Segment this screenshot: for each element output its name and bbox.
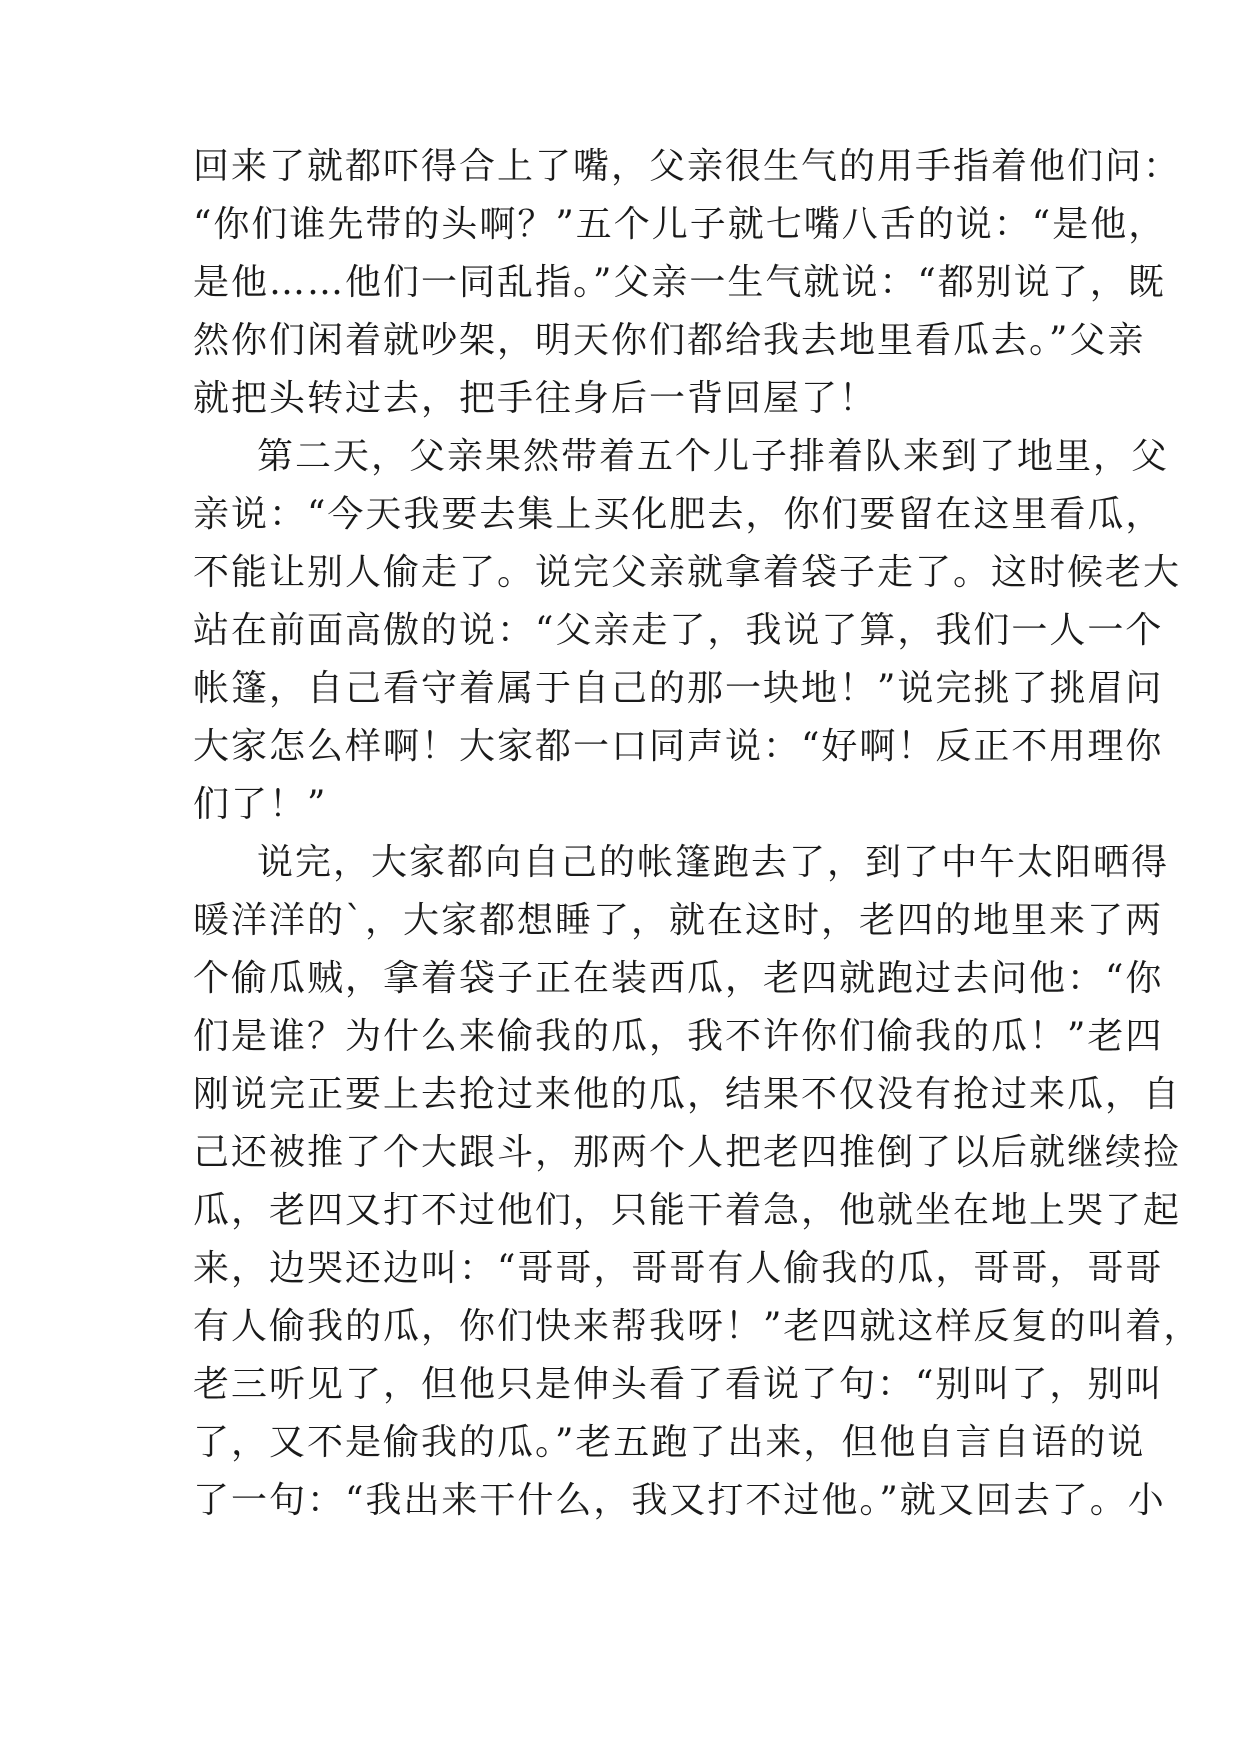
text-line: 是他……他们一同乱指。”父亲一生气就说：“都别说了，既 (193, 262, 1166, 303)
text-line: 站在前面高傲的说：“父亲走了，我说了算，我们一人一个 (193, 610, 1164, 651)
text-line: 亲说：“今天我要去集上买化肥去，你们要留在这里看瓜， (193, 494, 1164, 535)
text-line: 了一句：“我出来干什么，我又打不过他。”就又回去了。小 (193, 1480, 1166, 1521)
paragraph-3 (193, 834, 1202, 1530)
text-line: 然你们闲着就吵架，明天你们都给我去地里看瓜去。”父亲 (193, 320, 1146, 361)
text-line: 老三听见了，但他只是伸头看了看说了句：“别叫了，别叫 (193, 1364, 1164, 1405)
text-line: 回来了就都吓得合上了嘴，父亲很生气的用手指着他们问： (193, 146, 1182, 187)
text-line: 暖洋洋的`，大家都想睡了，就在这时，老四的地里来了两 (193, 900, 1164, 941)
paragraph-2 (193, 428, 1182, 834)
text-line: “你们谁先带的头啊？”五个儿子就七嘴八舌的说：“是他， (193, 204, 1167, 245)
paragraph-1 (193, 138, 1182, 428)
text-line: 就把头转过去，把手往身后一背回屋了！ (193, 378, 878, 419)
text-line: 不能让别人偷走了。说完父亲就拿着袋子走了。这时候老大 (193, 552, 1182, 593)
text-line: 来，边哭还边叫：“哥哥，哥哥有人偷我的瓜，哥哥，哥哥 (193, 1248, 1164, 1289)
text-line: 了，又不是偷我的瓜。”老五跑了出来，但他自言自语的说 (193, 1422, 1146, 1463)
text-line: 第二天，父亲果然带着五个儿子排着队来到了地里，父 (257, 436, 1170, 477)
text-line: 瓜，老四又打不过他们，只能干着急，他就坐在地上哭了起 (193, 1190, 1182, 1231)
text-line: 们了！” (193, 784, 328, 825)
body-text (193, 138, 1202, 1530)
text-line: 们是谁？为什么来偷我的瓜，我不许你们偷我的瓜！”老四 (193, 1016, 1164, 1057)
text-line: 大家怎么样啊！大家都一口同声说：“好啊！反正不用理你 (193, 726, 1164, 767)
text-line: 说完，大家都向自己的帐篷跑去了，到了中午太阳晒得 (257, 842, 1170, 883)
text-line: 个偷瓜贼，拿着袋子正在装西瓜，老四就跑过去问他：“你 (193, 958, 1164, 999)
text-line: 有人偷我的瓜，你们快来帮我呀！”老四就这样反复的叫着， (193, 1306, 1202, 1347)
text-line: 刚说完正要上去抢过来他的瓜，结果不仅没有抢过来瓜，自 (193, 1074, 1182, 1115)
text-line: 帐篷，自己看守着属于自己的那一块地！”说完挑了挑眉问 (193, 668, 1164, 709)
text-line: 己还被推了个大跟斗，那两个人把老四推倒了以后就继续捡 (193, 1132, 1182, 1173)
